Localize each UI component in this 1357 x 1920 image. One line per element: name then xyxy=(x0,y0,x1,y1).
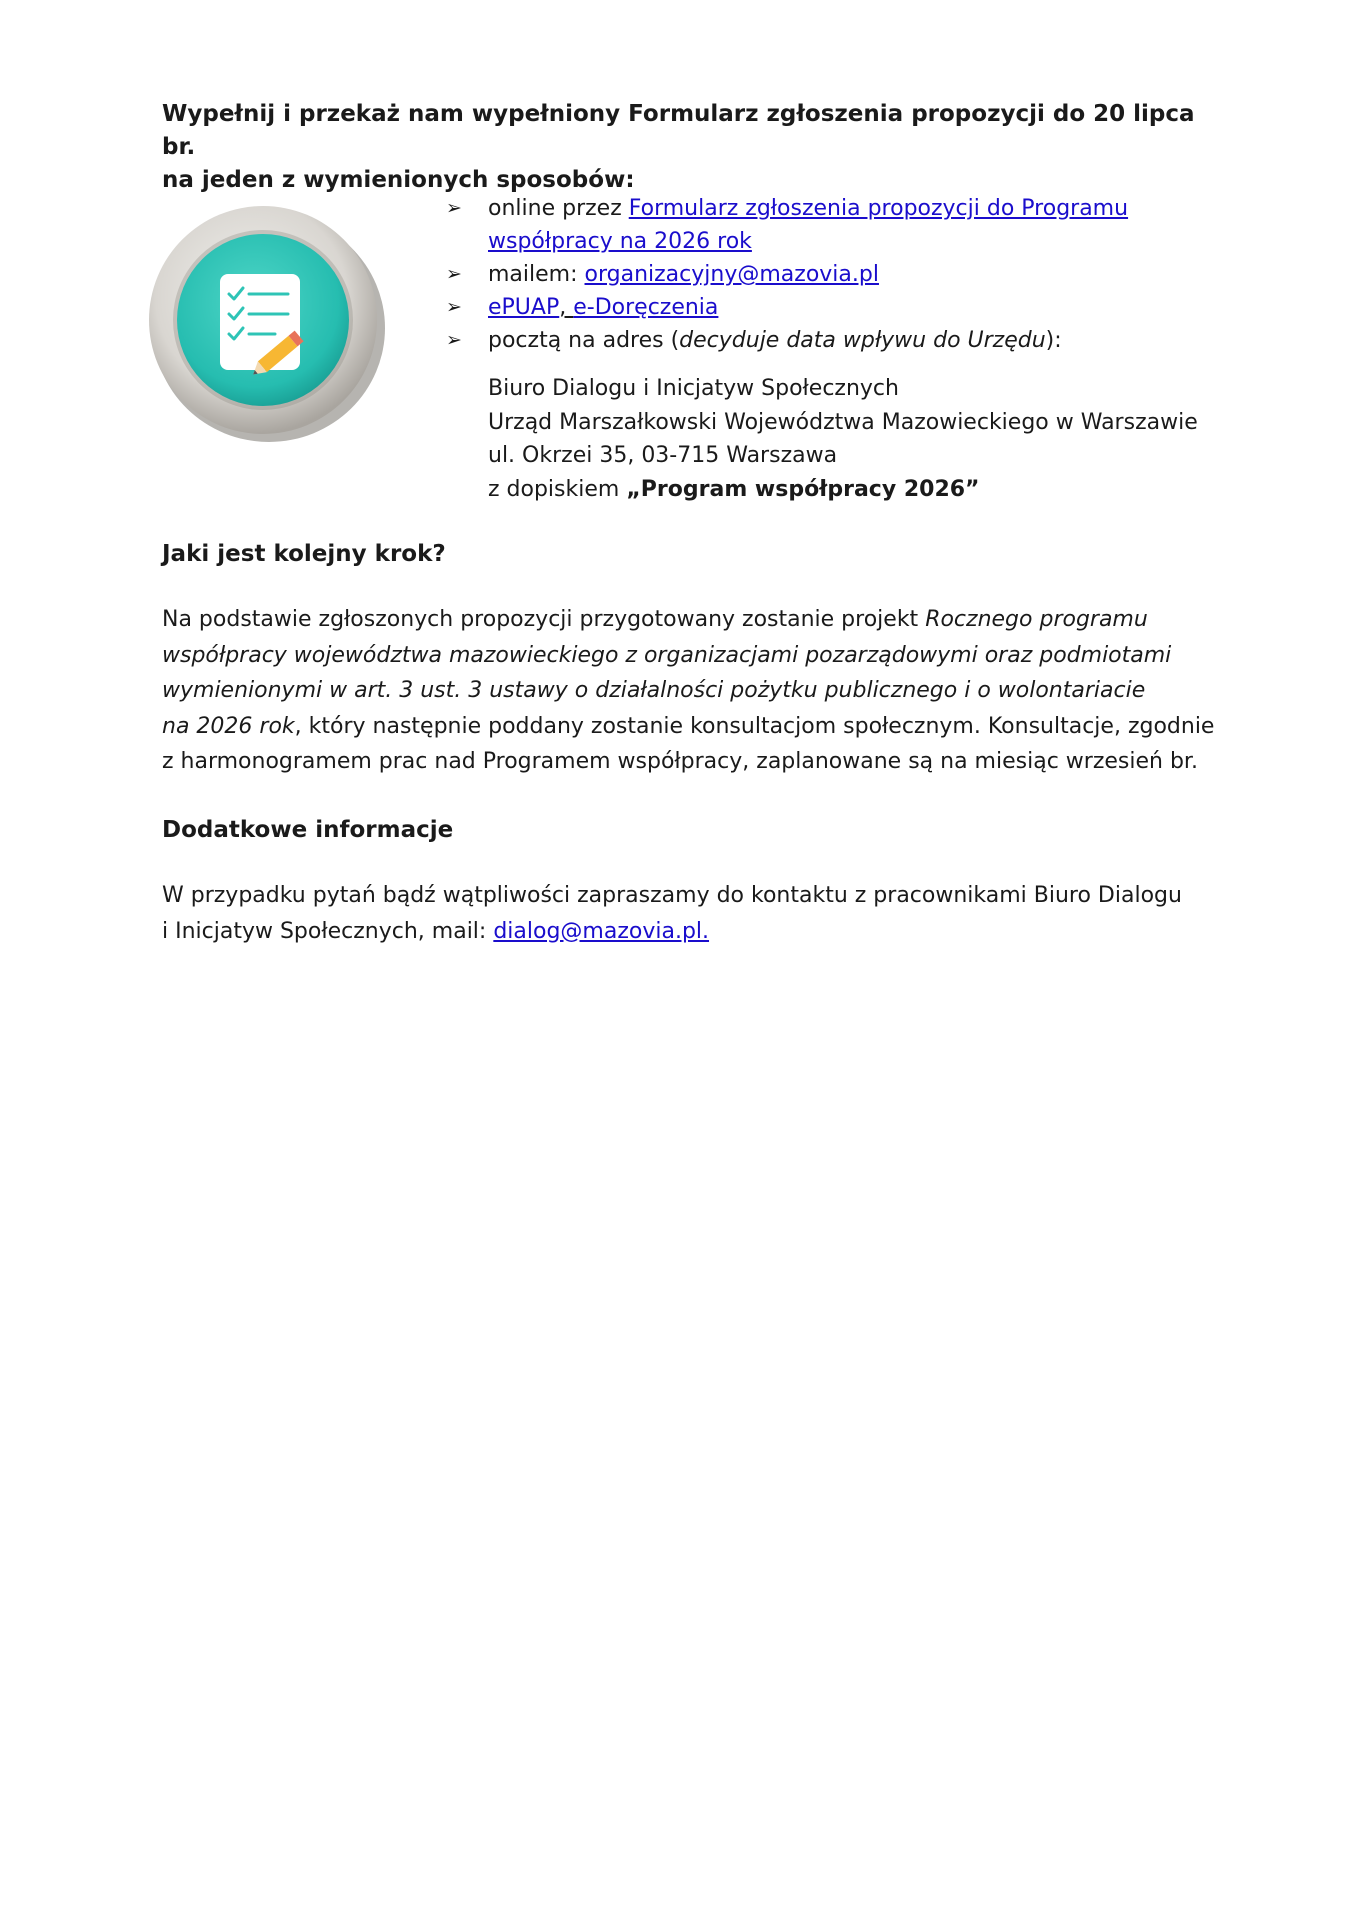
online-form-link-line1: Formularz zgłoszenia propozycji do Programu xyxy=(628,196,1129,221)
next-step-heading: Jaki jest kolejny krok? xyxy=(162,541,446,567)
next-step-line4-plain: , który następnie poddany zostanie konsultacjom społecznym. Konsultacje, zgodnie xyxy=(294,713,1215,739)
edoreczenia-link[interactable]: e-Doręczenia xyxy=(573,295,719,320)
additional-info-heading: Dodatkowe informacje xyxy=(162,817,454,843)
next-step-line4-italic: na 2026 rok xyxy=(162,713,295,739)
address-line4 xyxy=(488,473,1248,507)
intro-heading-line1: Wypełnij i przekaż nam wypełniony Formularz zgłoszenia propozycji do 20 lipca br. xyxy=(162,101,1195,160)
next-step-line3 xyxy=(162,673,1222,709)
arrow-bullet-icon: ➢ xyxy=(446,197,462,219)
email-prefix: mailem: xyxy=(488,262,585,287)
address-line2: Urząd Marszałkowski Województwa Mazowieckiego w Warszawie xyxy=(488,409,1198,435)
next-step-line2-italic: współpracy województwa mazowieckiego z organizacjami pozarządowymi oraz podmiotami xyxy=(162,642,1172,668)
next-step-line5: z harmonogramem prac nad Programem współpracy, zaplanowane są na miesiąc wrzesień br. xyxy=(162,749,1198,774)
arrow-bullet-icon: ➢ xyxy=(446,263,462,285)
next-step-line1-plain: Na podstawie zgłoszonych propozycji przygotowany zostanie projekt xyxy=(162,607,926,632)
address-note-bold: „Program współpracy 2026” xyxy=(626,476,980,502)
intro-heading-line2: na jeden z wymienionych sposobów: xyxy=(162,167,635,193)
next-step-line3-italic: wymienionymi w art. 3 ust. 3 ustawy o działalności pożytku publicznego i o wolontariacie xyxy=(162,678,1146,703)
list-item-post xyxy=(446,324,1216,357)
additional-line2 xyxy=(162,914,1222,950)
address-line3: ul. Okrzei 35, 03-715 Warszawa xyxy=(488,443,838,468)
list-item-online xyxy=(446,192,1216,258)
online-prefix: online przez xyxy=(488,196,629,221)
additional-line1: W przypadku pytań bądź wątpliwości zapraszamy do kontaktu z pracownikami Biuro Dialogu xyxy=(162,883,1182,908)
next-step-line1 xyxy=(162,602,1222,638)
additional-info-paragraph xyxy=(162,878,1222,949)
next-step-paragraph xyxy=(162,602,1222,780)
epuap-link[interactable]: ePUAP xyxy=(488,295,560,320)
next-step-line2 xyxy=(162,638,1222,674)
next-step-line1-italic: Rocznego programu xyxy=(925,607,1148,632)
post-prefix: pocztą na adres ( xyxy=(488,328,680,353)
link-separator: , xyxy=(559,295,574,320)
post-suffix: ): xyxy=(1045,328,1062,353)
submission-methods-list xyxy=(446,192,1216,357)
address-note-prefix: z dopiskiem xyxy=(488,476,627,502)
arrow-bullet-icon: ➢ xyxy=(446,329,462,351)
checklist-pencil-icon xyxy=(145,202,385,442)
post-note: decyduje data wpływu do Urzędu xyxy=(679,328,1046,353)
additional-line2-prefix: i Inicjatyw Społecznych, mail: xyxy=(162,918,494,944)
list-item-email xyxy=(446,258,1216,291)
intro-heading xyxy=(162,98,1212,197)
list-item-epuap xyxy=(446,291,1216,324)
online-form-link-line2: współpracy na 2026 rok xyxy=(488,229,752,254)
arrow-bullet-icon: ➢ xyxy=(446,296,462,318)
email-link[interactable]: organizacyjny@mazovia.pl xyxy=(584,262,879,287)
address-line1: Biuro Dialogu i Inicjatyw Społecznych xyxy=(488,376,899,401)
next-step-line4 xyxy=(162,709,1222,745)
postal-address xyxy=(488,372,1248,506)
dialog-email-link[interactable]: dialog@mazovia.pl. xyxy=(493,918,710,944)
